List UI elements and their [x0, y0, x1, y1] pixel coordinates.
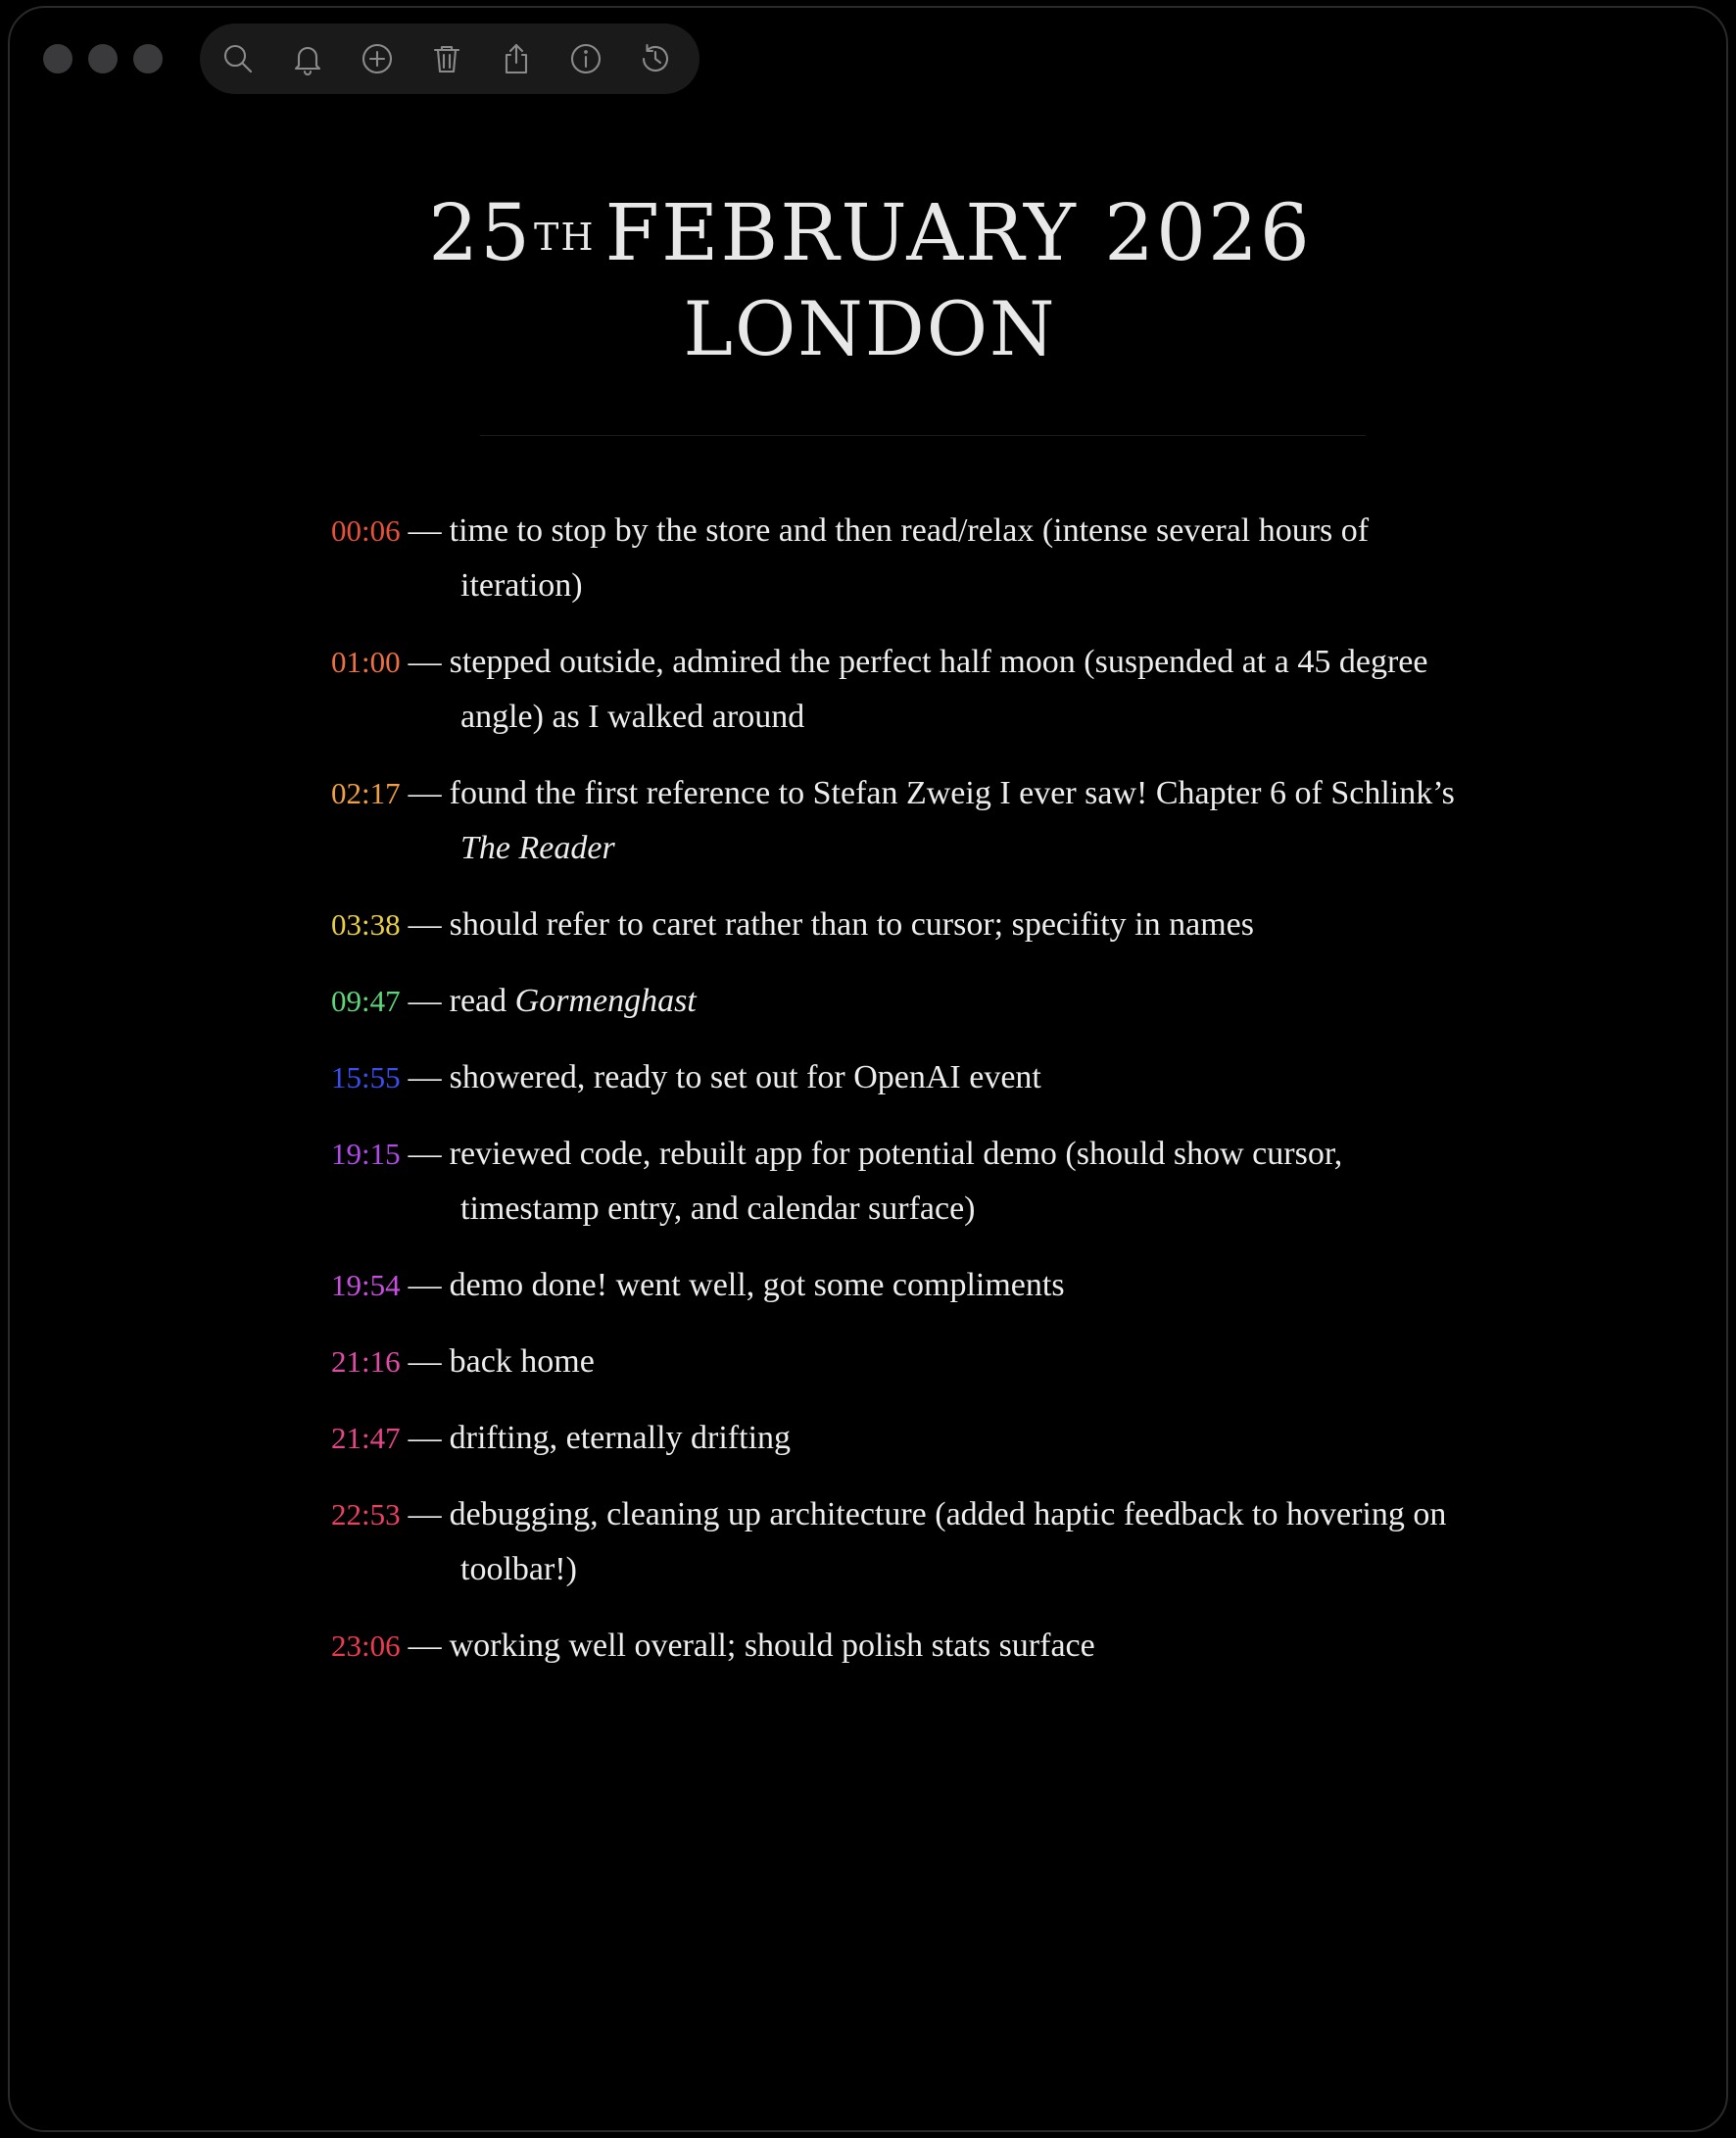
- entry-timestamp[interactable]: 23:06: [331, 1628, 401, 1663]
- entry-timestamp[interactable]: 19:15: [331, 1137, 401, 1171]
- entry-timestamp[interactable]: 15:55: [331, 1060, 401, 1094]
- entry-text[interactable]: stepped outside, admired the perfect half moon (suspended at a 45 degree angle) as I walked around: [449, 644, 1428, 735]
- entry-dash: —: [408, 775, 442, 811]
- entry-item[interactable]: [331, 1487, 1487, 1597]
- heading-divider: [480, 435, 1366, 436]
- date-line: [10, 184, 1728, 282]
- entry-dash: —: [408, 1059, 442, 1095]
- entry-text[interactable]: debugging, cleaning up architecture (added haptic feedback to hovering on toolbar!): [449, 1496, 1447, 1587]
- entry-list: [331, 504, 1487, 1695]
- entry-timestamp[interactable]: 22:53: [331, 1497, 401, 1531]
- entry-text[interactable]: demo done! went well, got some compliments: [449, 1267, 1065, 1303]
- location-label: LONDON: [683, 285, 1057, 372]
- close-window-button[interactable]: [43, 44, 72, 73]
- entry-text[interactable]: found the first reference to Stefan Zweig I ever saw! Chapter 6 of Schlink’s: [449, 775, 1455, 811]
- delete-button[interactable]: [430, 41, 463, 76]
- entry-text[interactable]: back home: [449, 1343, 595, 1380]
- info-icon: [569, 42, 603, 75]
- entry-dash: —: [408, 1136, 442, 1172]
- trash-icon: [430, 42, 463, 75]
- bell-icon: [291, 42, 324, 75]
- search-button[interactable]: [221, 41, 255, 76]
- entry-item[interactable]: [331, 504, 1487, 613]
- entry-timestamp[interactable]: 00:06: [331, 513, 401, 548]
- entry-text[interactable]: should refer to caret rather than to cursor; specifity in names: [449, 906, 1254, 943]
- date-heading: [10, 184, 1728, 376]
- entry-timestamp[interactable]: 09:47: [331, 984, 401, 1018]
- entry-book-title: The Reader: [460, 830, 615, 866]
- entry-item[interactable]: [331, 1258, 1487, 1313]
- entry-timestamp[interactable]: 21:16: [331, 1344, 401, 1379]
- entry-item[interactable]: [331, 1127, 1487, 1237]
- entry-text[interactable]: time to stop by the store and then read/relax (intense several hours of iteration): [449, 512, 1370, 604]
- entry-item[interactable]: [331, 1050, 1487, 1105]
- entry-dash: —: [408, 1420, 442, 1456]
- entry-dash: —: [408, 1496, 442, 1532]
- entry-text[interactable]: reviewed code, rebuilt app for potential demo (should show cursor, timestamp entry, and calendar surface): [449, 1136, 1343, 1227]
- day-suffix: TH: [534, 216, 596, 259]
- info-button[interactable]: [569, 41, 603, 76]
- toolbar: [200, 24, 699, 94]
- entry-timestamp[interactable]: 03:38: [331, 907, 401, 942]
- entry-dash: —: [408, 512, 442, 549]
- entry-text[interactable]: read: [449, 983, 515, 1019]
- entry-dash: —: [408, 644, 442, 680]
- history-icon: [639, 42, 672, 75]
- zoom-window-button[interactable]: [133, 44, 163, 73]
- entry-timestamp[interactable]: 21:47: [331, 1421, 401, 1455]
- entry-text[interactable]: working well overall; should polish stats surface: [449, 1628, 1095, 1664]
- entry-text[interactable]: showered, ready to set out for OpenAI event: [449, 1059, 1041, 1095]
- day-number: 25: [428, 187, 533, 278]
- journal-window: [8, 6, 1728, 2132]
- entry-dash: —: [408, 983, 442, 1019]
- entry-timestamp[interactable]: 19:54: [331, 1268, 401, 1302]
- entry-item[interactable]: [331, 766, 1487, 876]
- entry-item[interactable]: [331, 898, 1487, 952]
- plus-circle-icon: [361, 42, 394, 75]
- share-button[interactable]: [500, 41, 533, 76]
- entry-dash: —: [408, 1343, 442, 1380]
- entry-item[interactable]: [331, 1411, 1487, 1466]
- month-year: FEBRUARY 2026: [604, 187, 1312, 278]
- minimize-window-button[interactable]: [88, 44, 118, 73]
- entry-item[interactable]: [331, 1619, 1487, 1674]
- entry-text[interactable]: drifting, eternally drifting: [449, 1420, 792, 1456]
- entry-dash: —: [408, 1628, 442, 1664]
- entry-book-title: Gormenghast: [514, 983, 697, 1019]
- entry-item[interactable]: [331, 635, 1487, 745]
- entry-timestamp[interactable]: 01:00: [331, 645, 401, 679]
- entry-dash: —: [408, 1267, 442, 1303]
- entry-timestamp[interactable]: 02:17: [331, 776, 401, 810]
- notifications-button[interactable]: [291, 41, 324, 76]
- entry-dash: —: [408, 906, 442, 943]
- add-entry-button[interactable]: [361, 41, 394, 76]
- entry-item[interactable]: [331, 974, 1487, 1029]
- search-icon: [221, 42, 255, 75]
- entry-item[interactable]: [331, 1335, 1487, 1389]
- history-button[interactable]: [639, 41, 672, 76]
- window-controls: [43, 44, 163, 73]
- share-icon: [500, 42, 533, 75]
